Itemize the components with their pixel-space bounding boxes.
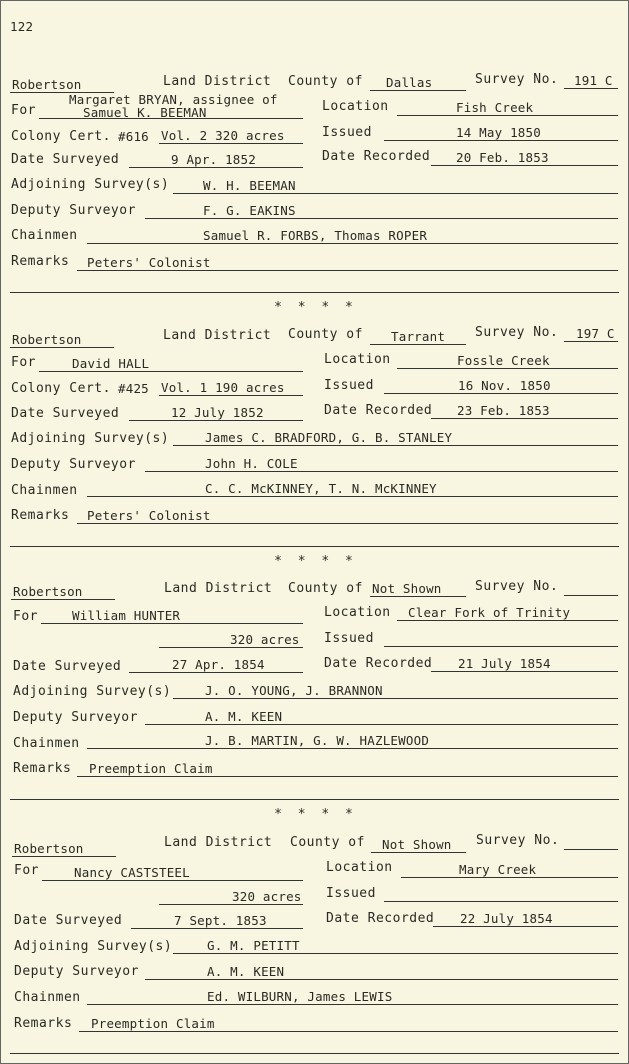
county-label: County of xyxy=(288,581,363,596)
district-value: Robertson xyxy=(14,841,84,856)
date-recorded-value: 20 Feb. 1853 xyxy=(456,150,549,165)
remarks-label: Remarks xyxy=(14,1016,73,1031)
date-recorded-label: Date Recorded xyxy=(326,911,435,926)
remarks-value: Peters' Colonist xyxy=(87,508,211,523)
deputy-label: Deputy Surveyor xyxy=(14,964,139,979)
date-surveyed-label: Date Surveyed xyxy=(11,152,120,167)
deputy-value: F. G. EAKINS xyxy=(203,203,296,218)
for-label: For xyxy=(11,103,36,118)
for-value-line1: Margaret BRYAN, assignee of xyxy=(69,92,278,107)
date-surveyed-value: 27 Apr. 1854 xyxy=(172,657,265,672)
survey-no-label: Survey No. xyxy=(476,833,560,848)
adjoining-label: Adjoining Survey(s) xyxy=(11,177,170,192)
date-recorded-label: Date Recorded xyxy=(324,403,433,418)
chainmen-value: Ed. WILBURN, James LEWIS xyxy=(207,989,393,1004)
deputy-label: Deputy Surveyor xyxy=(13,710,138,725)
county-value: Dallas xyxy=(386,75,433,90)
for-label: For xyxy=(11,355,36,370)
date-recorded-value: 21 July 1854 xyxy=(458,656,551,671)
adjoining-label: Adjoining Survey(s) xyxy=(14,939,173,954)
chainmen-label: Chainmen xyxy=(14,990,81,1005)
colony-cert-label: Colony Cert. xyxy=(11,129,111,144)
date-recorded-label: Date Recorded xyxy=(322,149,431,164)
acres-value: 320 acres xyxy=(230,632,300,647)
issued-label: Issued xyxy=(322,125,372,140)
date-recorded-label: Date Recorded xyxy=(324,656,433,671)
county-value: Not Shown xyxy=(372,581,442,596)
vol-acres-value: Vol. 2 320 acres xyxy=(161,128,285,143)
for-value: David HALL xyxy=(72,356,150,371)
remarks-value: Peters' Colonist xyxy=(87,255,211,270)
adjoining-value: W. H. BEEMAN xyxy=(203,178,296,193)
colony-cert-number: #616 xyxy=(118,129,149,144)
county-value: Tarrant xyxy=(391,329,446,344)
date-surveyed-value: 12 July 1852 xyxy=(171,405,264,420)
date-surveyed-label: Date Surveyed xyxy=(11,406,120,421)
county-value: Not Shown xyxy=(382,837,452,852)
county-label: County of xyxy=(288,74,363,89)
date-recorded-value: 23 Feb. 1853 xyxy=(457,403,550,418)
date-surveyed-value: 9 Apr. 1852 xyxy=(171,152,256,167)
survey-no-label: Survey No. xyxy=(475,72,559,87)
chainmen-value: C. C. McKINNEY, T. N. McKINNEY xyxy=(205,481,437,496)
record-separator: * * * * xyxy=(274,807,357,822)
location-value: Fish Creek xyxy=(456,100,534,115)
for-label: For xyxy=(14,863,39,878)
chainmen-value: J. B. MARTIN, G. W. HAZLEWOOD xyxy=(205,733,430,748)
for-value-line2: Samuel K. BEEMAN xyxy=(83,105,207,120)
date-surveyed-label: Date Surveyed xyxy=(13,659,122,674)
adjoining-value: James C. BRADFORD, G. B. STANLEY xyxy=(205,430,453,445)
for-label: For xyxy=(13,609,38,624)
colony-cert-number: #425 xyxy=(118,381,149,396)
land-district-label: Land District xyxy=(164,581,273,596)
deputy-label: Deputy Surveyor xyxy=(11,457,136,472)
remarks-label: Remarks xyxy=(11,508,70,523)
issued-label: Issued xyxy=(324,631,374,646)
location-label: Location xyxy=(326,860,393,875)
issued-value: 16 Nov. 1850 xyxy=(458,378,551,393)
survey-no-label: Survey No. xyxy=(475,325,559,340)
land-district-label: Land District xyxy=(164,835,273,850)
deputy-value: John H. COLE xyxy=(205,456,298,471)
page-number: 122 xyxy=(10,19,34,34)
remarks-value: Preemption Claim xyxy=(91,1016,215,1031)
deputy-value: A. M. KEEN xyxy=(207,964,285,979)
land-district-label: Land District xyxy=(163,328,272,343)
remarks-label: Remarks xyxy=(13,761,72,776)
county-label: County of xyxy=(290,835,365,850)
date-surveyed-label: Date Surveyed xyxy=(14,913,123,928)
record-separator: * * * * xyxy=(274,300,357,315)
adjoining-label: Adjoining Survey(s) xyxy=(11,431,170,446)
chainmen-label: Chainmen xyxy=(11,483,78,498)
colony-cert-label: Colony Cert. xyxy=(11,381,111,396)
chainmen-value: Samuel R. FORBS, Thomas ROPER xyxy=(203,228,428,243)
location-value: Mary Creek xyxy=(459,862,537,877)
remarks-value: Preemption Claim xyxy=(89,761,213,776)
date-recorded-value: 22 July 1854 xyxy=(460,911,553,926)
location-value: Fossle Creek xyxy=(457,353,550,368)
survey-no-value: 197 C xyxy=(576,326,615,341)
for-value: William HUNTER xyxy=(72,608,181,623)
issued-label: Issued xyxy=(324,378,374,393)
land-district-label: Land District xyxy=(163,74,272,89)
adjoining-label: Adjoining Survey(s) xyxy=(13,684,172,699)
chainmen-label: Chainmen xyxy=(13,736,80,751)
district-value: Robertson xyxy=(12,77,82,92)
survey-no-label: Survey No. xyxy=(475,579,559,594)
deputy-label: Deputy Surveyor xyxy=(11,203,136,218)
location-label: Location xyxy=(324,352,391,367)
issued-label: Issued xyxy=(326,886,376,901)
location-value: Clear Fork of Trinity xyxy=(408,605,571,620)
location-label: Location xyxy=(322,99,389,114)
for-value: Nancy CASTSTEEL xyxy=(74,865,190,880)
adjoining-value: G. M. PETITT xyxy=(207,938,300,953)
date-surveyed-value: 7 Sept. 1853 xyxy=(174,913,267,928)
vol-acres-value: Vol. 1 190 acres xyxy=(161,380,285,395)
issued-value: 14 May 1850 xyxy=(456,125,541,140)
location-label: Location xyxy=(324,605,391,620)
adjoining-value: J. O. YOUNG, J. BRANNON xyxy=(205,683,383,698)
record-separator: * * * * xyxy=(274,554,357,569)
acres-value: 320 acres xyxy=(232,889,302,904)
county-label: County of xyxy=(288,327,363,342)
survey-no-value: 191 C xyxy=(574,73,613,88)
deputy-value: A. M. KEEN xyxy=(205,709,283,724)
district-value: Robertson xyxy=(13,584,83,599)
remarks-label: Remarks xyxy=(11,254,70,269)
district-value: Robertson xyxy=(12,332,82,347)
chainmen-label: Chainmen xyxy=(11,228,78,243)
